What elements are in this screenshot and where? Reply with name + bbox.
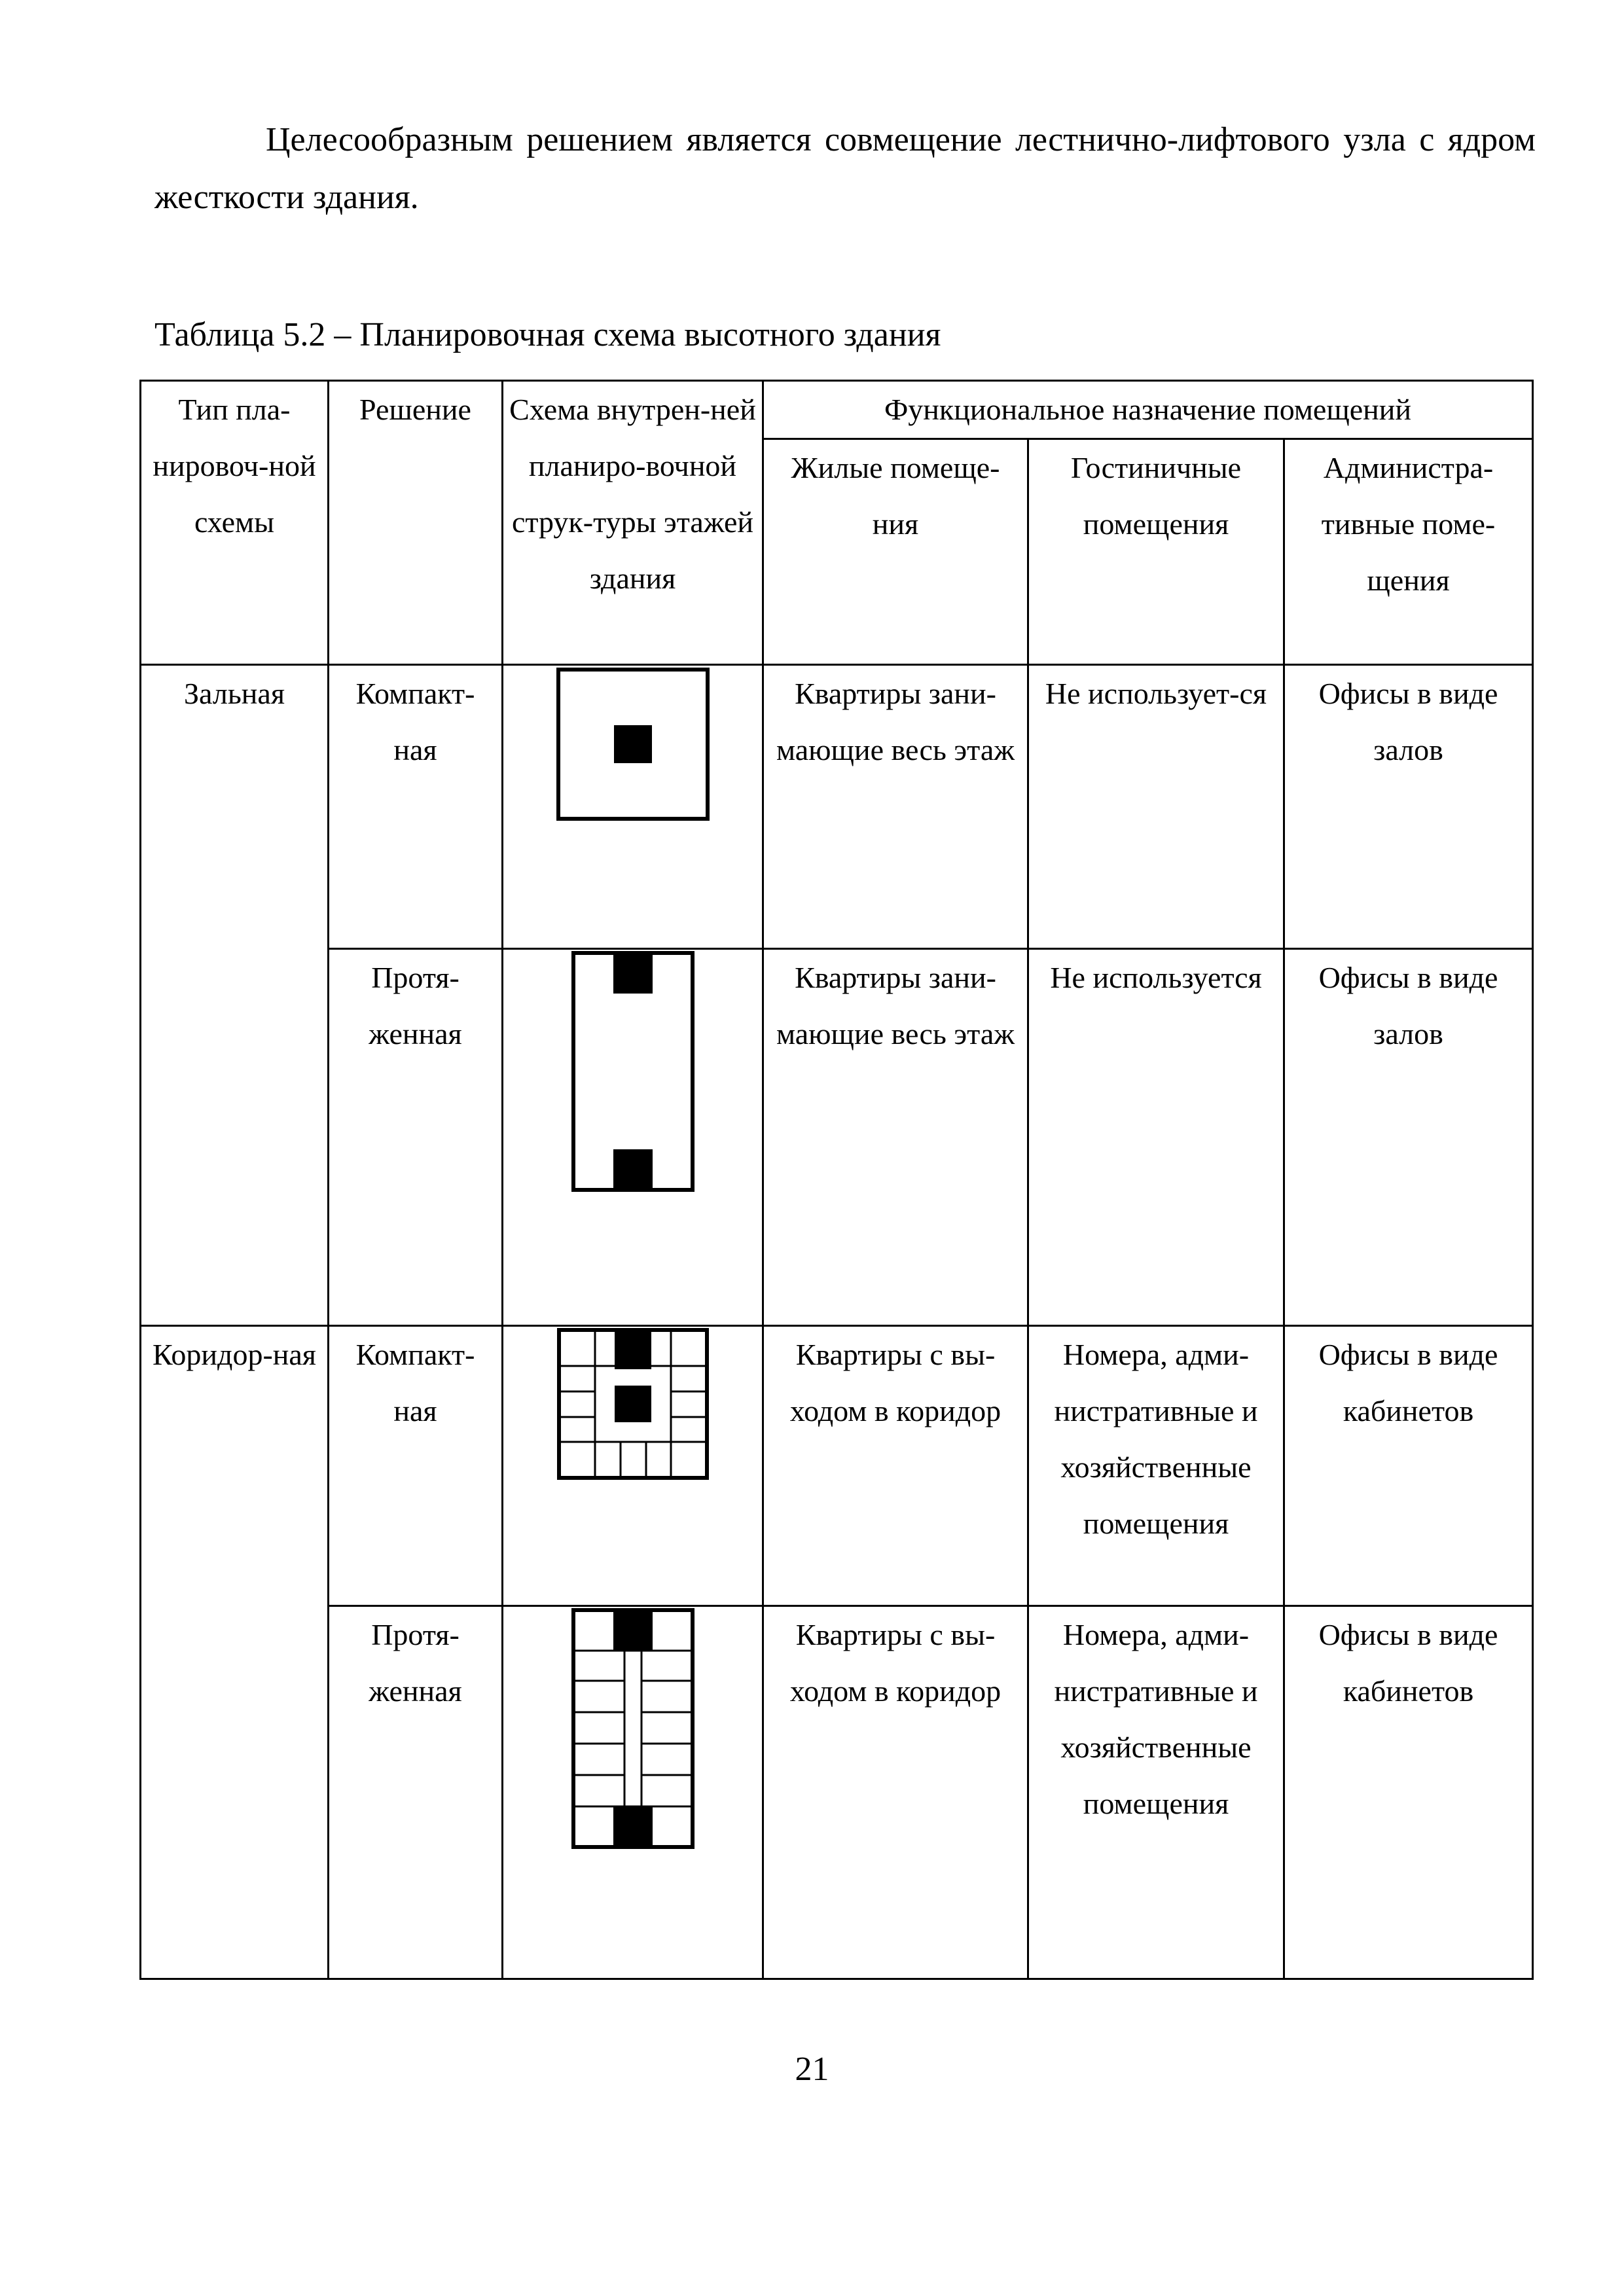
compact-corridor-plan-icon [556,1327,710,1481]
solution-cell: Компакт-ная [329,1326,503,1606]
table-row [141,1326,1533,1606]
header-solution: Решение [329,381,503,665]
table-row [141,665,1533,949]
residential-cell: Квартиры с вы-ходом в коридор [763,1606,1028,1979]
planning-scheme-table [139,380,1534,1980]
scheme-cell [503,949,763,1326]
hotel-cell: Номера, адми-нистративные и хозяйственные помещения [1028,1326,1284,1606]
admin-cell: Офисы в виде кабинетов [1284,1606,1533,1979]
solution-cell: Протя-женная [329,1606,503,1979]
header-hotel: Гостиничные помещения [1028,439,1284,665]
header-function-group: Функциональное назначение помещений [763,381,1533,439]
table-row [141,1606,1533,1979]
body-paragraph [154,111,1536,226]
scheme-cell [503,1606,763,1979]
solution-cell: Компакт-ная [329,665,503,949]
scheme-cell [503,1326,763,1606]
hotel-cell: Номера, адми-нистративные и хозяйственные помещения [1028,1606,1284,1979]
extended-corridor-plan-icon [570,1607,696,1850]
admin-cell: Офисы в виде залов [1284,949,1533,1326]
header-admin: Администра-тивные поме-щения [1284,439,1533,665]
admin-cell: Офисы в виде кабинетов [1284,1326,1533,1606]
header-residential: Жилые помеще-ния [763,439,1028,665]
type-cell: Зальная [141,665,329,1326]
admin-cell: Офисы в виде залов [1284,665,1533,949]
residential-cell: Квартиры зани-мающие весь этаж [763,949,1028,1326]
type-cell: Коридор-ная [141,1326,329,1979]
residential-cell: Квартиры с вы-ходом в коридор [763,1326,1028,1606]
hotel-cell: Не используется [1028,949,1284,1326]
hotel-cell: Не использует-ся [1028,665,1284,949]
header-type: Тип пла-нировоч-ной схемы [141,381,329,665]
scheme-cell [503,665,763,949]
solution-cell: Протя-женная [329,949,503,1326]
table-caption: Таблица 5.2 – Планировочная схема высотного здания [154,316,941,353]
paragraph-text: Целесообразным решением является совмещение лестнично-лифтового узла с ядром жесткости здания. [154,121,1536,216]
residential-cell: Квартиры зани-мающие весь этаж [763,665,1028,949]
header-scheme: Схема внутрен-ней планиро-вочной струк-туры этажей здания [503,381,763,665]
table-row [141,949,1533,1326]
page-number: 21 [795,2051,829,2088]
extended-hall-plan-icon [570,950,696,1193]
header-row-1 [141,381,1533,439]
compact-hall-plan-icon [554,666,712,823]
